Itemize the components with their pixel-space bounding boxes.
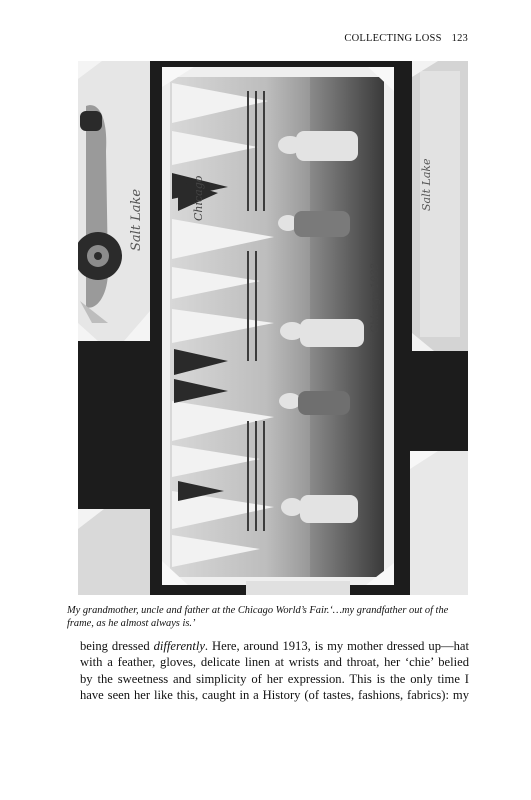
page-number: 123 (451, 33, 468, 44)
handwriting-chicago: Chicago (192, 175, 205, 221)
running-title: COLLECTING LOSS (344, 33, 442, 44)
handwriting-left: Salt Lake (129, 188, 144, 251)
bottom-edge-print (246, 581, 350, 595)
handwriting-right: Salt Lake (420, 158, 433, 211)
album-photograph (78, 61, 468, 595)
running-head (70, 33, 468, 44)
body-line-1-end: . Here, around 1913, is my mother dressed up—hat (204, 639, 469, 653)
left-snapshot (78, 61, 150, 341)
figure-caption: My grandmother, uncle and father at the Chicago World’s Fair.‘…my grandfather out of the frame, as he almost always is.’ (67, 605, 449, 629)
main-print (162, 67, 394, 585)
handwriting-chicago-1933: Chicago 1933 (370, 263, 381, 333)
body-line-4: have seen her like this, caught in a History (of tastes, fashions, fabrics): my (80, 687, 469, 702)
body-line-3: by the sweetness and simplicity of her expression. This is the only time I (80, 671, 469, 686)
bottom-right-snapshot (410, 451, 468, 595)
right-snapshot (412, 61, 468, 351)
body-line-2: with a feather, gloves, delicate linen at wrists and throat, her ‘chie’ belied (80, 655, 469, 670)
body-line-1 (80, 638, 469, 654)
body-line-1-start: being dressed (80, 639, 154, 653)
body-emphasis: differently (153, 639, 205, 653)
body-text (80, 638, 469, 703)
bottom-left-snapshot (78, 509, 150, 595)
